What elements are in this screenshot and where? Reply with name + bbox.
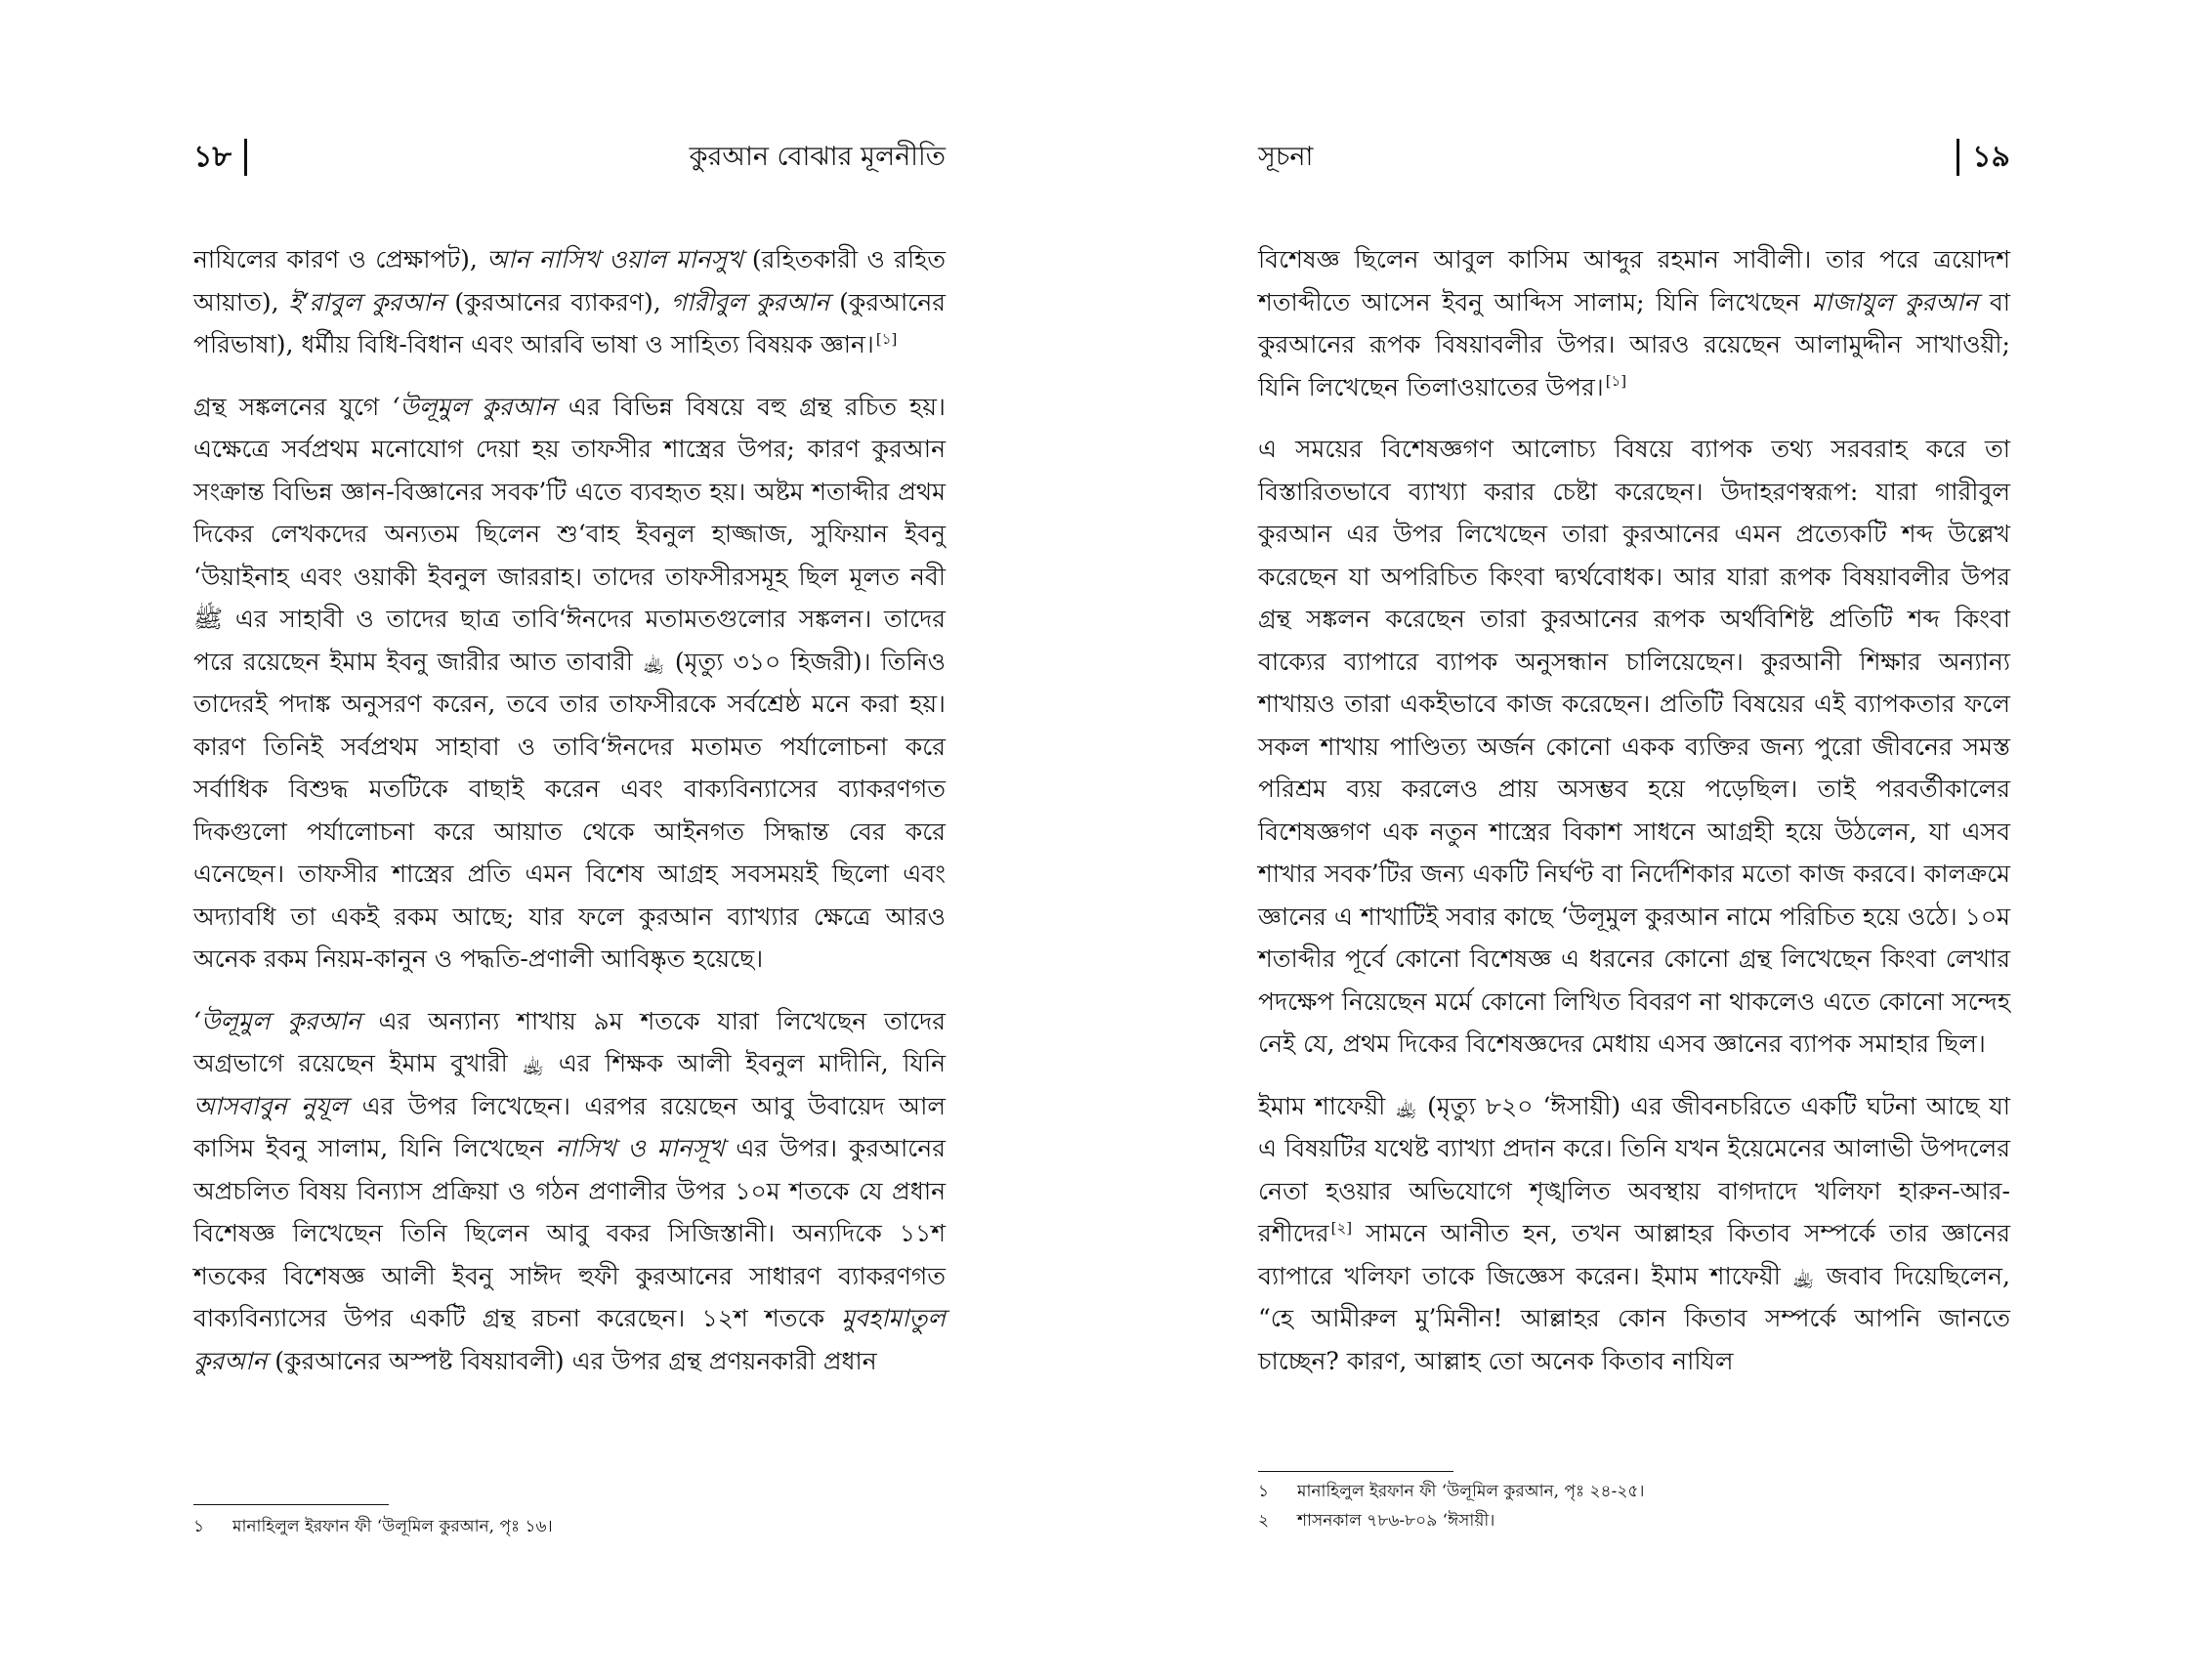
italic-term: গারীবুল কুরআন bbox=[670, 287, 830, 316]
italic-term: আন নাসিখ ওয়াল মানসুখ bbox=[486, 245, 743, 273]
italic-term: মুবহামাতুল কুরআন bbox=[193, 1304, 946, 1375]
text-run: এর উপর লিখেছেন। এরপর রয়েছেন আবু উবায়েদ আল কাসিম ইবনু সালাম, যিনি লিখেছেন bbox=[193, 1091, 946, 1162]
text-run: এর উপর। কুরআনের অপ্রচলিত বিষয় বিন্যাস প্রক্রিয়া ও গঠন প্রণালীর উপর ১০ম শতকে যে প্রধান বিশেষজ্ঞ লিখেছেন তিনি ছিলেন আবু বকর সিজিস্তানী। অন্যদিকে ১১শ শতকের বিশেষজ্ঞ আলী ইবনু সাঈদ হুফী কুরআনের সাধারণ ব্যাকরণগত বাক্যবিন্যাসের উপর একটি গ্রন্থ রচনা করেছেন। ১২শ শতকে bbox=[193, 1134, 947, 1332]
text-run: নাযিলের কারণ ও প্রেক্ষাপট), bbox=[193, 245, 487, 273]
paragraph bbox=[1258, 428, 2010, 1066]
body-text bbox=[1258, 238, 2010, 1402]
paragraph bbox=[1258, 1085, 2010, 1383]
text-run: বা কুরআনের রূপক বিষয়াবলীর উপর। আরও রয়েছেন আলামুদ্দীন সাখাওয়ী; যিনি লিখেছেন তিলাওয়াতের উপর। bbox=[1258, 287, 2010, 401]
italic-term: আসবাবুন নুযূল bbox=[193, 1091, 349, 1120]
left-page bbox=[193, 0, 946, 1680]
running-title: সূচনা bbox=[1258, 142, 1314, 172]
footnote-number: ২ bbox=[1258, 1511, 1270, 1531]
running-title: কুরআন বোঝার মূলনীতি bbox=[689, 142, 946, 172]
footnote-text: মানাহিলুল ইরফান ফী ‘উলূমিল কুরআন, পৃঃ ২৪-২৫। bbox=[1297, 1482, 1645, 1501]
footnote-ref: [১] bbox=[875, 329, 898, 348]
italic-term: ‘উলূমুল কুরআন bbox=[392, 392, 556, 421]
footnote-number: ১ bbox=[193, 1517, 205, 1536]
text-run: সামনে আনীত হন, তখন আল্লাহর কিতাব সম্পর্কে তার জ্ঞানের ব্যাপারে খলিফা তাকে জিজ্ঞেস করেন। ইমাম শাফেয়ী ﵀ জবাব দিয়েছিলেন, “হে আমীরুল মু’মিনীন! আল্লাহর কোন কিতাব সম্পর্কে আপনি জানতে চাচ্ছেন? কারণ, আল্লাহ তো অনেক কিতাব নাযিল bbox=[1258, 1219, 2010, 1375]
text-run: এর অন্যান্য শাখায় ৯ম শতকে যারা লিখেছেন তাদের অগ্রভাগে রয়েছেন ইমাম বুখারী ﵀ এর শিক্ষক আলী ইবনুল মাদীনি, যিনি bbox=[193, 1006, 946, 1077]
header-divider bbox=[1957, 139, 1959, 176]
footnote-divider bbox=[193, 1504, 389, 1505]
footnote bbox=[193, 1512, 946, 1541]
text-run: ইমাম শাফেয়ী ﵀ (মৃত্যু ৮২০ ‘ঈসায়ী) এর জীবনচরিতে একটি ঘটনা আছে যা এ বিষয়টির যথেষ্ট ব্যাখ্যা প্রদান করে। তিনি যখন ইয়েমেনের আলাভী উপদলের নেতা হওয়ার অভিযোগে শৃঙ্খলিত অবস্থায় বাগদাদে খলিফা হারুন-আর-রশীদের bbox=[1258, 1091, 2010, 1247]
text-run: (কুরআনের পরিভাষা), ধর্মীয় বিধি-বিধান এবং আরবি ভাষা ও সাহিত্য বিষয়ক জ্ঞান। bbox=[193, 287, 946, 358]
paragraph bbox=[193, 386, 946, 981]
italic-term: ‘উলূমুল কুরআন bbox=[193, 1006, 361, 1035]
footnote-ref: [১] bbox=[1605, 372, 1627, 391]
footnote bbox=[1258, 1506, 2010, 1535]
italic-term: ই‘রাবুল কুরআন bbox=[288, 287, 445, 316]
footnote bbox=[1258, 1477, 2010, 1506]
footnote-text: শাসনকাল ৭৮৬-৮০৯ ‘ঈসায়ী। bbox=[1297, 1511, 1495, 1531]
text-run: এর বিভিন্ন বিষয়ে বহু গ্রন্থ রচিত হয়। এক্ষেত্রে সর্বপ্রথম মনোযোগ দেয়া হয় তাফসীর শাস্ত্রের উপর; কারণ কুরআন সংক্রান্ত বিভিন্ন জ্ঞান-বিজ্ঞানের সবক’টি এতে ব্যবহৃত হয়। অষ্টম শতাব্দীর প্রথম দিকের লেখকদের অন্যতম ছিলেন শু‘বাহ ইবনুল হাজ্জাজ, সুফিয়ান ইবনু ‘উয়াইনাহ এবং ওয়াকী ইবনুল জাররাহ। তাদের তাফসীরসমূহ ছিল মূলত নবী ﷺ এর সাহাবী ও তাদের ছাত্র তাবি‘ঈনদের মতামতগুলোর সঙ্কলন। তাদের পরে রয়েছেন ইমাম ইবনু জারীর আত তাবারী ﵀ (মৃত্যু ৩১০ হিজরী)। তিনিও তাদেরই পদাঙ্ক অনুসরণ করেন, তবে তার তাফসীরকে সর্বশ্রেষ্ঠ মনে করা হয়। কারণ তিনিই সর্বপ্রথম সাহাবা ও তাবি‘ঈনদের মতামত পর্যালোচনা করে সর্বাধিক বিশুদ্ধ মতটিকে বাছাই করেন এবং বাক্যবিন্যাসের ব্যাকরণগত দিকগুলো পর্যালোচনা করে আয়াত থেকে আইনগত সিদ্ধান্ত বের করে এনেছেন। তাফসীর শাস্ত্রের প্রতি এমন বিশেষ আগ্রহ সবসময়ই ছিলো এবং অদ্যাবধি তা একই রকম আছে; যার ফলে কুরআন ব্যাখ্যার ক্ষেত্রে আরও অনেক রকম নিয়ম-কানুন ও পদ্ধতি-প্রণালী আবিষ্কৃত হয়েছে। bbox=[193, 392, 946, 973]
running-head bbox=[193, 133, 946, 182]
header-divider bbox=[244, 139, 247, 176]
text-run: এ সময়ের বিশেষজ্ঞগণ আলোচ্য বিষয়ে ব্যাপক তথ্য সরবরাহ করে তা বিস্তারিতভাবে ব্যাখ্যা করার চেষ্টা করেছেন। উদাহরণস্বরূপ: যারা গারীবুল কুরআন এর উপর লিখেছেন তারা কুরআনের এমন প্রত্যেকটি শব্দ উল্লেখ করেছেন যা অপরিচিত কিংবা দ্ব্যর্থবোধক। আর যারা রূপক বিষয়াবলীর উপর গ্রন্থ সঙ্কলন করেছেন তারা কুরআনের রূপক অর্থবিশিষ্ট প্রতিটি শব্দ কিংবা বাক্যের ব্যাপারে ব্যাপক অনুসন্ধান চালিয়েছেন। কুরআনী শিক্ষার অন্যান্য শাখায়ও তারা একইভাবে কাজ করেছেন। প্রতিটি বিষয়ের এই ব্যাপকতার ফলে সকল শাখায় পাণ্ডিত্য অর্জন কোনো একক ব্যক্তির জন্য পুরো জীবনের সমস্ত পরিশ্রম ব্যয় করলেও প্রায় অসম্ভব হয়ে পড়েছিল। তাই পরবর্তীকালের বিশেষজ্ঞগণ এক নতুন শাস্ত্রের বিকাশ সাধনে আগ্রহী হয়ে উঠলেন, যা এসব শাখার সবক’টির জন্য একটি নির্ঘণ্ট বা নির্দেশিকার মতো কাজ করবে। কালক্রমে জ্ঞানের এ শাখাটিই সবার কাছে ‘উলূমুল কুরআন নামে পরিচিত হয়ে ওঠে। ১০ম শতাব্দীর পূর্বে কোনো বিশেষজ্ঞ এ ধরনের কোনো গ্রন্থ লিখেছেন কিংবা লেখার পদক্ষেপ নিয়েছেন মর্মে কোনো লিখিত বিবরণ না থাকলেও এতে কোনো সন্দেহ নেই যে, প্রথম দিকের বিশেষজ্ঞদের মেধায় এসব জ্ঞানের ব্যাপক সমাহার ছিল। bbox=[1258, 435, 2010, 1058]
text-run: গ্রন্থ সঙ্কলনের যুগে bbox=[193, 392, 393, 421]
running-head bbox=[1258, 133, 2010, 182]
text-run: (রহিতকারী ও রহিত আয়াত), bbox=[193, 245, 947, 316]
paragraph bbox=[193, 1000, 946, 1383]
right-page bbox=[1258, 0, 2010, 1680]
paragraph bbox=[1258, 238, 2010, 408]
text-run: বিশেষজ্ঞ ছিলেন আবুল কাসিম আব্দুর রহমান সাবীলী। তার পরে ত্রয়োদশ শতাব্দীতে আসেন ইবনু আব্দিস সালাম; যিনি লিখেছেন bbox=[1258, 245, 2010, 316]
italic-term: মাজাযুল কুরআন bbox=[1811, 287, 1979, 316]
footnote-ref: [২] bbox=[1330, 1218, 1353, 1237]
paragraph bbox=[193, 238, 946, 366]
text-run: (কুরআনের অস্পষ্ট বিষয়াবলী) এর উপর গ্রন্থ প্রণয়নকারী প্রধান bbox=[267, 1346, 877, 1375]
page-number: ১৯ bbox=[1972, 140, 2010, 174]
page-number: ১৮ bbox=[193, 140, 231, 174]
italic-term: নাসিখ ও মানসূখ bbox=[555, 1134, 725, 1162]
text-run: (কুরআনের ব্যাকরণ), bbox=[444, 287, 671, 316]
body-text bbox=[193, 238, 946, 1402]
footnote-text: মানাহিলুল ইরফান ফী ‘উলূমিল কুরআন, পৃঃ ১৬। bbox=[232, 1517, 553, 1536]
footnotes bbox=[193, 1512, 946, 1541]
footnote-divider bbox=[1258, 1471, 1453, 1472]
footnotes bbox=[1258, 1477, 2010, 1535]
footnote-number: ১ bbox=[1258, 1482, 1270, 1501]
